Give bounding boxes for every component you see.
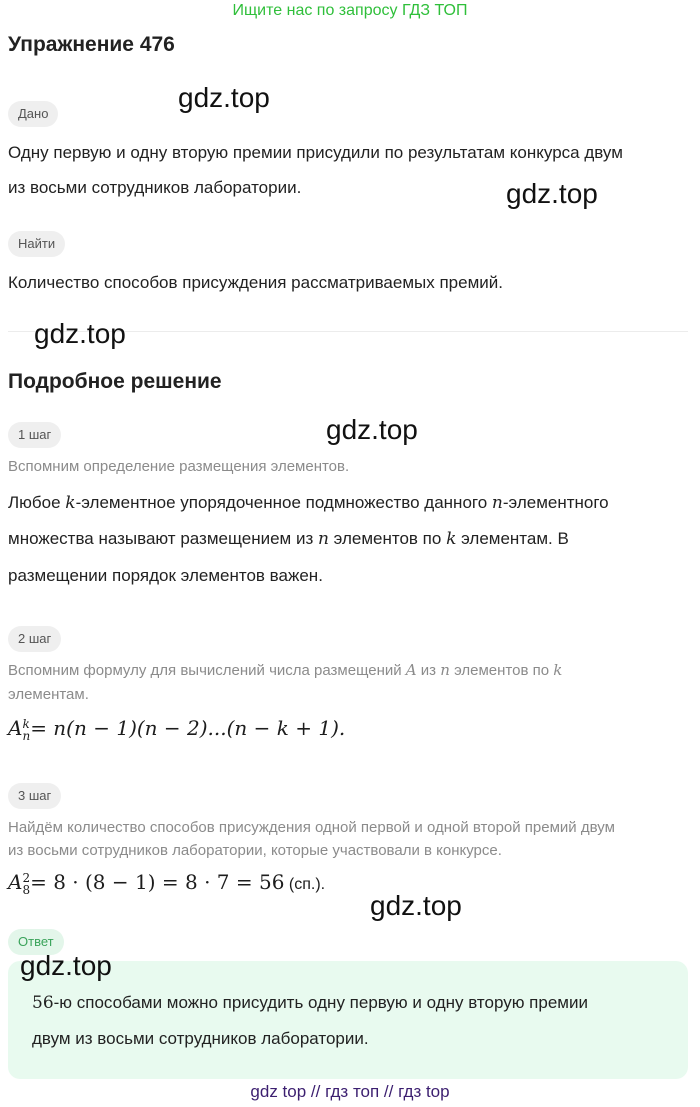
step1-line1: Любое k-элементное упорядоченное подмножество данного n-элементного (8, 493, 609, 513)
top-banner: Ищите нас по запросу ГДЗ ТОП (232, 2, 468, 19)
step1-line3: размещении порядок элементов важен. (8, 566, 323, 585)
solution-title: Подробное решение (8, 370, 222, 393)
step3-note-line2: из восьми сотрудников лаборатории, которые участвовали в конкурсе. (8, 842, 502, 859)
find-badge: Найти (8, 231, 65, 257)
step2-formula: A k n = n(n − 1)(n − 2)...(n − k + 1). (8, 716, 346, 743)
step2-note-line1: Вспомним формулу для вычислений числа размещений A из n элементов по k (8, 661, 563, 679)
answer-line2: двум из восьми сотрудников лаборатории. (32, 1029, 369, 1048)
page-title: Упражнение 476 (8, 33, 175, 56)
watermark: gdz.top (326, 414, 418, 445)
step1-line2: множества называют размещением из n элементов по k элементам. В (8, 529, 569, 549)
watermark: gdz.top (506, 178, 598, 209)
watermark: gdz.top (370, 890, 462, 921)
watermark: gdz.top (34, 318, 126, 349)
step2-badge: 2 шаг (8, 626, 61, 652)
watermark: gdz.top (20, 950, 112, 981)
answer-badge: Ответ (8, 929, 64, 955)
step2-note-line2: элементам. (8, 686, 89, 703)
step1-note: Вспомним определение размещения элементов. (8, 458, 350, 475)
given-text-line1: Одну первую и одну вторую премии присудили по результатам конкурса двум (8, 143, 623, 162)
footer-links: gdz top // гдз топ // гдз top (250, 1082, 450, 1101)
answer-line1: 56-ю способами можно присудить одну первую и одну вторую премии (32, 993, 588, 1013)
given-text-line2: из восьми сотрудников лаборатории. (8, 178, 302, 197)
step3-badge: 3 шаг (8, 783, 61, 809)
step3-formula: A 2 8 = 8 · (8 − 1) = 8 · 7 = 56 (сп.). (8, 870, 326, 897)
step1-badge: 1 шаг (8, 422, 61, 448)
watermark: gdz.top (178, 82, 270, 113)
step3-note-line1: Найдём количество способов присуждения одной первой и одной второй премий двум (8, 819, 615, 836)
given-badge: Дано (8, 101, 58, 127)
find-text: Количество способов присуждения рассматриваемых премий. (8, 273, 503, 292)
